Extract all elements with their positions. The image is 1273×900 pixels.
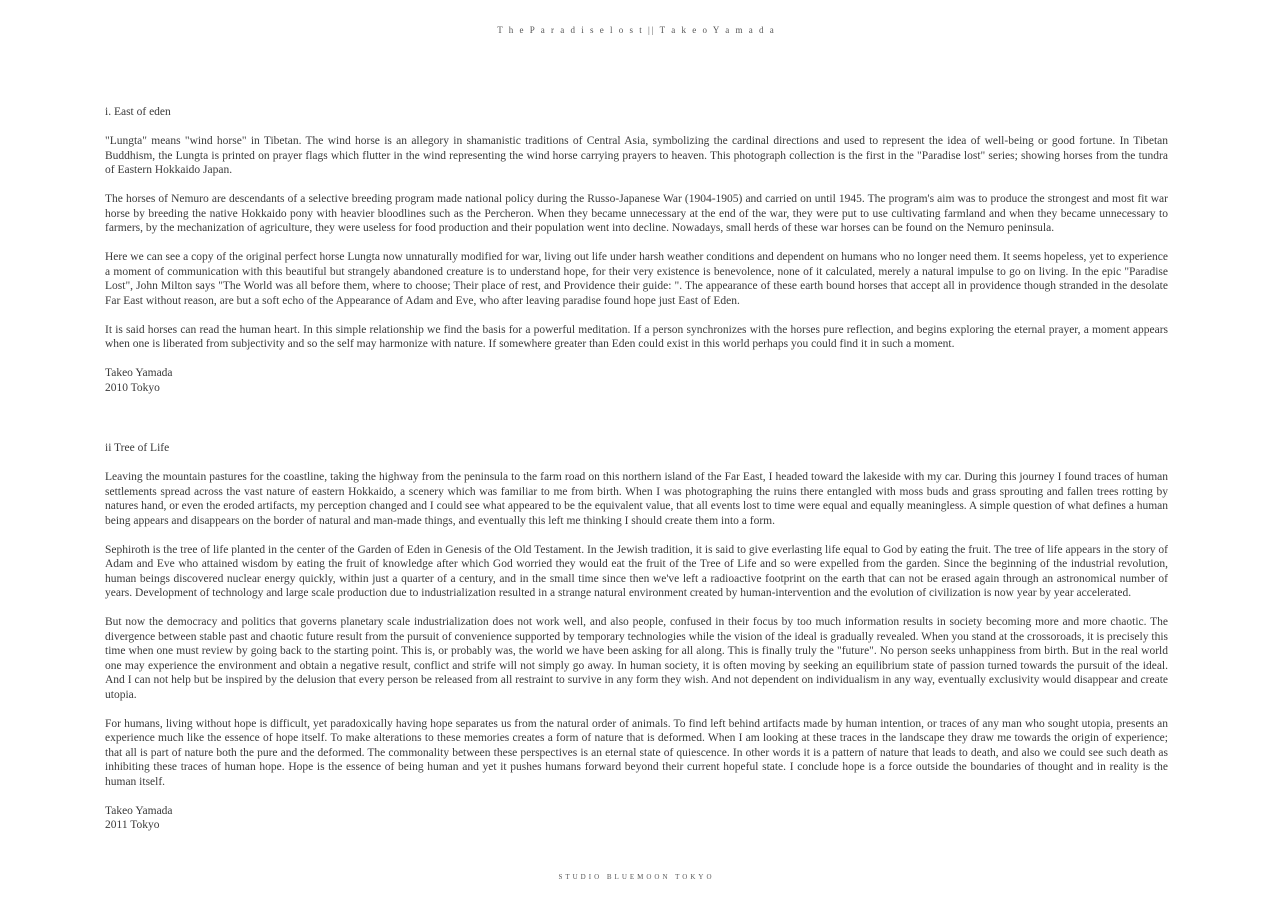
place-date: 2010 Tokyo — [105, 381, 160, 394]
paragraph: Here we can see a copy of the original perfect horse Lungta now unnaturally modified for war, living out life under harsh weather conditions and dependent on humans who no longer need them. It seems hopeless, yet to experience a moment of communication with this beautiful but strangely abandoned creature is to understand hope, for their very existence is benevolence, none of it calculated, merely a natural impulse to go on living. In the epic "Paradise Lost", John Milton says "The World was all before them, where to choose; Their place of rest, and Providence their guide: ". The appearance of these earth bound horses that accept all in providence though stranded in the desolate Far East without reason, are but a soft echo of the Appearance of Adam and Eve, who after leaving paradise found hope just East of Eden. — [105, 251, 1168, 307]
paragraph: The horses of Nemuro are descendants of a selective breeding program made national policy during the Russo-Japanese War (1904-1905) and carried on until 1945. The program's aim was to produce the strongest and most fit war horse by breeding the native Hokkaido pony with heavier bloodlines such as the Percheron. When they became unnecessary at the end of the war, they were put to use cultivating farmland and when they became unnecessary to farmers, by the mechanization of agriculture, they were useless for food production and their population went into decline. Nowadays, small herds of these war horses can be found on the Nemuro peninsula. — [105, 193, 1168, 234]
section-tree-of-life — [105, 441, 1168, 833]
paragraph: "Lungta" means "wind horse" in Tibetan. The wind horse is an allegory in shamanistic traditions of Central Asia, symbolizing the cardinal directions and used to represent the idea of well-being or good fortune. In Tibetan Buddhism, the Lungta is printed on prayer flags which flutter in the wind representing the wind horse carrying prayers to heaven. This photograph collection is the first in the "Paradise lost" series; showing horses from the tundra of Eastern Hokkaido Japan. — [105, 135, 1168, 176]
section-title: i. East of eden — [105, 106, 171, 118]
paragraph: It is said horses can read the human heart. In this simple relationship we find the basis for a powerful meditation. If a person synchronizes with the horses pure reflection, and begins exploring the eternal prayer, a moment appears when one is liberated from subjectivity and so the self may harmonize with nature. If somewhere greater than Eden could exist in this world perhaps you could find it in such a moment. — [105, 323, 1168, 350]
page-header: T h e P a r a d i s e l o s t || T a k e o Y a m a d a — [497, 25, 776, 35]
page-footer: STUDIO BLUEMOON TOKYO — [558, 873, 715, 881]
paragraph: But now the democracy and politics that governs planetary scale industrialization does not work well, and also people, confused in their focus by too much information results in society becoming more and more chaotic. The divergence between stable past and chaotic future result from the pursuit of convenience supported by temporary technologies while the vision of the ideal is gradually revealed. When you stand at the crossoroads, it is precisely this time when one must review by going back to the starting point. This is, or probably was, the world we have been asking for all along. This is finally truly the "future". No person seeks unhappiness from birth. But in the real world one may experience the environment and obtain a negative result, conflict and strife will not simply go away. In human society, it is often moving by seeking an equilibrium state of passion turned towards the pursuit of the ideal. And I can not help but be inspired by the delusion that every person be released from all restraint to survive in any form they wish. And not dependent on individualism in any way, eventually exclusivity would disappear and create utopia. — [105, 616, 1168, 701]
author-signature: Takeo Yamada — [105, 804, 173, 817]
section-east-of-eden — [105, 105, 1168, 395]
section-title: ii Tree of Life — [105, 442, 170, 454]
paragraph: For humans, living without hope is difficult, yet paradoxically having hope separates us from the natural order of animals. To find left behind artifacts made by human intention, or traces of any man who sought utopia, presents an experience much like the essence of hope itself. To make alterations to these memories creates a form of nature that is deformed. When I am looking at these traces in the landscape they draw me towards the origin of experience; that all is part of nature both the pure and the deformed. The commonality between these perspectives is an eternal state of quiescence. In other words it is a pattern of nature that leads to death, and also we could see such death as inhibiting these traces of human hope. Hope is the essence of being human and yet it pushes humans forward beyond their current hopeful state. I conclude hope is a force outside the boundaries of thought and in reality is the human itself. — [105, 717, 1168, 788]
essay-content — [105, 105, 1168, 833]
paragraph: Leaving the mountain pastures for the coastline, taking the highway from the peninsula to the farm road on this northern island of the Far East, I headed toward the lakeside with my car. During this journey I found traces of human settlements spread across the vast nature of eastern Hokkaido, a scenery which was familiar to me from birth. When I was photographing the ruins there entangled with moss buds and grass sprouting and fallen trees rotting by natures hand, or even the eroded artifacts, my perception changed and I could see what appeared to be the equivalent value, that all events lost to time were equal and equally meaningless. A simple question of what defines a human being appears and disappears on the border of natural and man-made things, and eventually this left me thinking I should create them into a form. — [105, 471, 1168, 527]
place-date: 2011 Tokyo — [105, 819, 160, 831]
paragraph: Sephiroth is the tree of life planted in the center of the Garden of Eden in Genesis of the Old Testament. In the Jewish tradition, it is said to give everlasting life equal to God by eating the fruit. The tree of life appears in the story of Adam and Eve who attained wisdom by eating the fruit of knowledge after which God worried they would eat the fruit of the Tree of Life and so were expelled from the garden. Since the beginning of the industrial revolution, human beings discovered nuclear energy quickly, within just a quarter of a century, and in the small time since then we've left a radioactive footprint on the earth that can not be erased again through an astronomical number of years. Development of technology and large scale production due to industrialization resulted in a strange natural environment created by human-intervention and the evolution of civilization is now year by year accelerated. — [105, 543, 1168, 599]
section-spacer — [105, 395, 1168, 441]
author-signature: Takeo Yamada — [105, 367, 173, 379]
